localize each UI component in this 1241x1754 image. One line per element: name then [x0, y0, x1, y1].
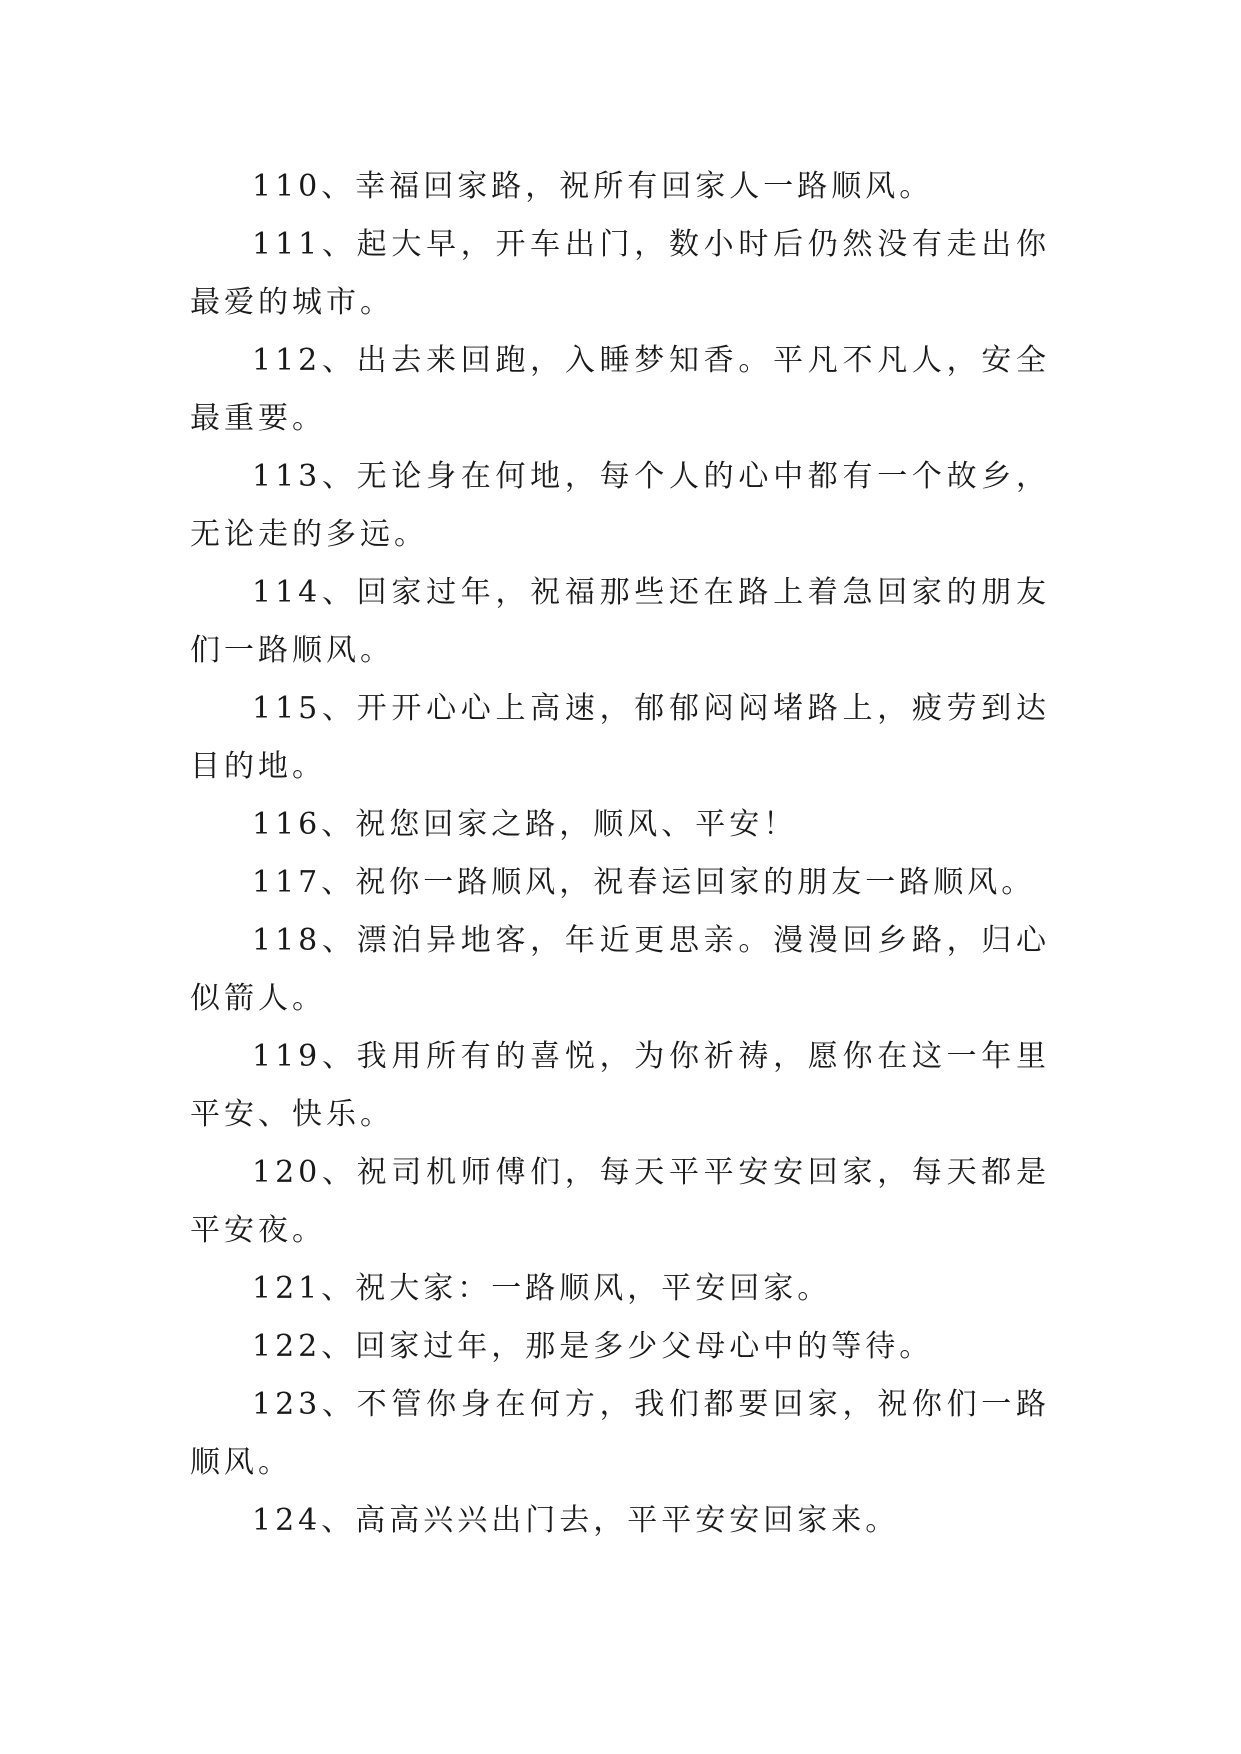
paragraph-119: 119、我用所有的喜悦，为你祈祷，愿你在这一年里平安、快乐。 — [190, 1039, 1050, 1132]
paragraph-114: 114、回家过年，祝福那些还在路上着急回家的朋友们一路顺风。 — [190, 575, 1050, 668]
paragraph-124: 124、高高兴兴出门去，平平安安回家来。 — [252, 1503, 900, 1538]
paragraph-110: 110、幸福回家路，祝所有回家人一路顺风。 — [252, 169, 934, 204]
paragraph-113: 113、无论身在何地，每个人的心中都有一个故乡，无论走的多远。 — [190, 459, 1050, 552]
paragraph-123: 123、不管你身在何方，我们都要回家，祝你们一路顺风。 — [190, 1387, 1050, 1480]
document-body — [190, 158, 1050, 1550]
paragraph-116: 116、祝您回家之路，顺风、平安！ — [252, 807, 798, 842]
paragraph-112: 112、出去来回跑，入睡梦知香。平凡不凡人，安全最重要。 — [190, 343, 1050, 436]
paragraph-120: 120、祝司机师傅们，每天平平安安回家，每天都是平安夜。 — [190, 1155, 1050, 1248]
paragraph-115: 115、开开心心上高速，郁郁闷闷堵路上，疲劳到达目的地。 — [190, 691, 1050, 784]
paragraph-111: 111、起大早，开车出门，数小时后仍然没有走出你最爱的城市。 — [190, 227, 1050, 320]
paragraph-122: 122、回家过年，那是多少父母心中的等待。 — [252, 1329, 934, 1364]
paragraph-121: 121、祝大家：一路顺风，平安回家。 — [252, 1271, 832, 1306]
paragraph-117: 117、祝你一路顺风，祝春运回家的朋友一路顺风。 — [252, 865, 1036, 900]
paragraph-118: 118、漂泊异地客，年近更思亲。漫漫回乡路，归心似箭人。 — [190, 923, 1050, 1016]
